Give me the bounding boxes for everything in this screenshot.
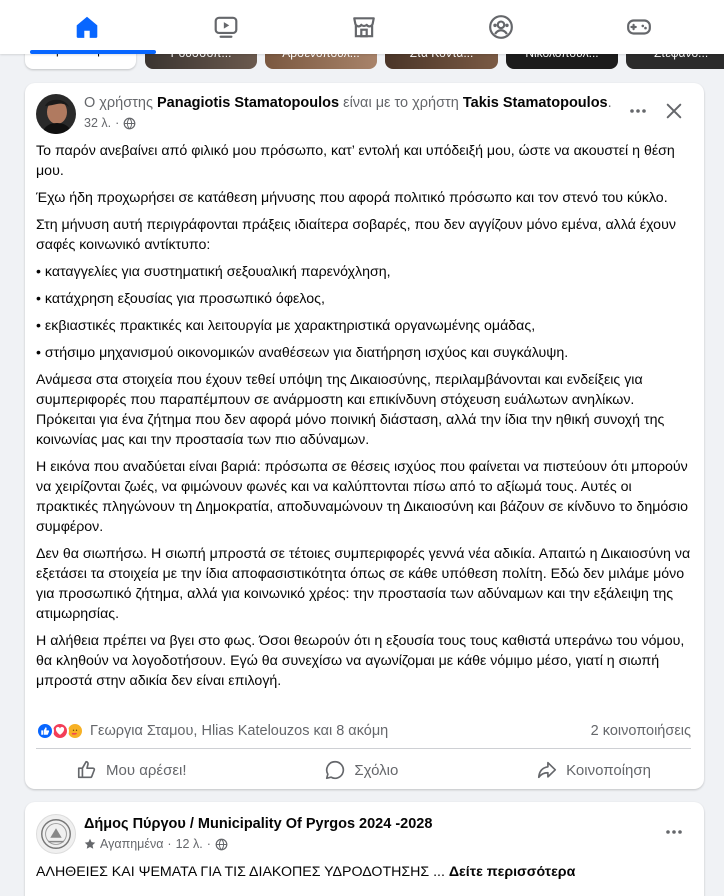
more-options-button[interactable] <box>656 814 692 850</box>
reactions-summary <box>36 719 691 743</box>
tab-groups[interactable] <box>432 0 570 54</box>
post-text: ΑΛΗΘΕΙΕΣ ΚΑΙ ΨΕΜΑΤΑ ΓΙΑ ΤΙΣ ΔΙΑΚΟΠΕΣ ΥΔΡΟΔΟΤΗΣΗΣ ... Δείτε περισσότερα <box>36 864 576 880</box>
tagged-user[interactable]: Takis Stamatopoulos <box>462 95 608 111</box>
tab-marketplace[interactable] <box>295 0 433 54</box>
tab-home[interactable] <box>18 0 156 54</box>
like-icon <box>76 759 98 781</box>
page-name[interactable]: Δήμος Πύργου / Municipality Of Pyrgos 2024 -2028 <box>84 816 433 832</box>
author-name[interactable]: Panagiotis Stamatopoulos <box>157 95 340 111</box>
more-options-button[interactable] <box>620 93 656 129</box>
municipality-logo <box>37 815 75 853</box>
globe-icon <box>123 117 136 130</box>
reaction-icons[interactable] <box>36 722 389 740</box>
share-icon <box>536 759 558 781</box>
post-header: Ο χρήστης Panagiotis Stamatopoulos είναι με το χρήστη Takis Stamatopoulos. <box>84 95 612 111</box>
post-card <box>25 83 704 789</box>
post-meta: 32 λ. · <box>84 116 136 130</box>
gaming-icon <box>626 14 652 40</box>
see-more-link[interactable]: Δείτε περισσότερα <box>448 864 576 880</box>
post-time[interactable]: 12 λ. <box>175 837 203 851</box>
more-icon <box>628 101 648 121</box>
star-icon <box>84 838 96 850</box>
close-icon <box>665 102 683 120</box>
divider <box>36 748 691 749</box>
hide-post-button[interactable] <box>656 93 692 129</box>
globe-icon <box>215 838 228 851</box>
share-button[interactable]: Κοινοποίηση <box>496 752 691 788</box>
post-card <box>25 802 704 896</box>
video-icon <box>213 14 239 40</box>
like-reaction-icon <box>36 722 54 740</box>
shares-count[interactable]: 2 κοινοποιήσεις <box>590 723 691 739</box>
top-navigation <box>0 0 724 54</box>
marketplace-icon <box>351 14 377 40</box>
like-button[interactable]: Μου αρέσει! <box>36 752 227 788</box>
more-icon <box>664 822 684 842</box>
favorites-badge: Αγαπημένα <box>100 837 164 851</box>
post-actions <box>36 751 691 789</box>
avatar[interactable] <box>36 814 76 854</box>
tab-video[interactable] <box>157 0 295 54</box>
comment-icon <box>324 759 346 781</box>
reactions-names[interactable]: Γεωργια Σταμου, Hlias Katelouzos και 8 ακόμη <box>90 723 389 739</box>
avatar[interactable] <box>36 94 76 134</box>
post-text: Το παρόν ανεβαίνει από φιλικό μου πρόσωπο, κατ’ εντολή και υπόδειξή μου, ώστε να ακουστεί η θέση μου. Έχω ήδη προχωρήσει σε κατάθεση μήνυσης που αφορά πολιτικό πρόσωπο και τον στενό του κύκλο. Στη μήνυση αυτή περιγράφονται πράξεις ιδιαίτερα σοβαρές, που δεν αγγίζουν μόνο εμένα, αλλά έχουν σαφές κοινωνικό αντίκτυπο: • καταγγελίες για συστηματική σεξουαλική παρενόχληση, • κατάχρηση εξουσίας για προσωπικό όφελος, • εκβιαστικές πρακτικές και λειτουργία με χαρακτηριστικά οργανωμένης ομάδας, • στήσιμο μηχανισμού οικονομικών αναθέσεων για διατήρηση ισχύος και συγκάλυψη. Ανάμεσα στα στοιχεία που έχουν τεθεί υπόψη της Δικαιοσύνης, περιλαμβάνονται και ενδείξεις για συμπεριφορές που παραπέμπουν σε ανάρμοστη και επικίνδυνη στόχευση ευάλωτων ανηλίκων. Πρόκειται για ένα ζήτημα που δεν αφορά μόνο ποινική διάσταση, αλλά την ίδια την ηθική συνοχή της κοινωνίας μας και την προστασία των πιο αδύναμων. Η εικόνα που αναδύεται είναι βαριά: πρόσωπα σε θέσεις ισχύος που φαίνεται να πιστεύουν ότι μπορούν να χειρίζονται ζωές, να φιμώνουν φωνές και να καλύπτονται πίσω από το αξίωμά τους. Αυτές οι πρακτικές πληγώνουν τη Δημοκρατία, αποδυναμώνουν τη Δικαιοσύνη και βάζουν σε κίνδυνο το δημόσιο συμφέρον. Δεν θα σιωπήσω. Η σιωπή μπροστά σε τέτοιες συμπεριφορές γεννά νέα αδικία. Απαιτώ η Δικαιοσύνη να εξετάσει τα στοιχεία με την ίδια αποφασιστικότητα όπως σε κάθε υπόθεση πολίτη. Εδώ δεν μιλάμε μόνο για προσωπικό ζήτημα, αλλά για κοινωνικό χρέος: την προστασία των αδύναμων και την εξάλειψη της ατιμωρησίας. Η αλήθεια πρέπει να βγει στο φως. Όσοι θεωρούν ότι η εξουσία τους τους καθιστά υπεράνω του νόμου, θα κληθούν να λογοδοτήσουν. Εγώ θα συνεχίσω να αγωνίζομαι με κάθε νόμιμο μέσο, γιατί η σιωπή μπροστά στην αδικία δεν είναι επιλογή. <box>36 143 691 689</box>
post-time[interactable]: 32 λ. <box>84 116 112 130</box>
tab-gaming[interactable] <box>570 0 708 54</box>
comment-button[interactable]: Σχόλιο <box>284 752 438 788</box>
home-icon <box>74 14 100 40</box>
post-meta: Αγαπημένα · 12 λ. · <box>84 837 228 851</box>
groups-icon <box>488 14 514 40</box>
